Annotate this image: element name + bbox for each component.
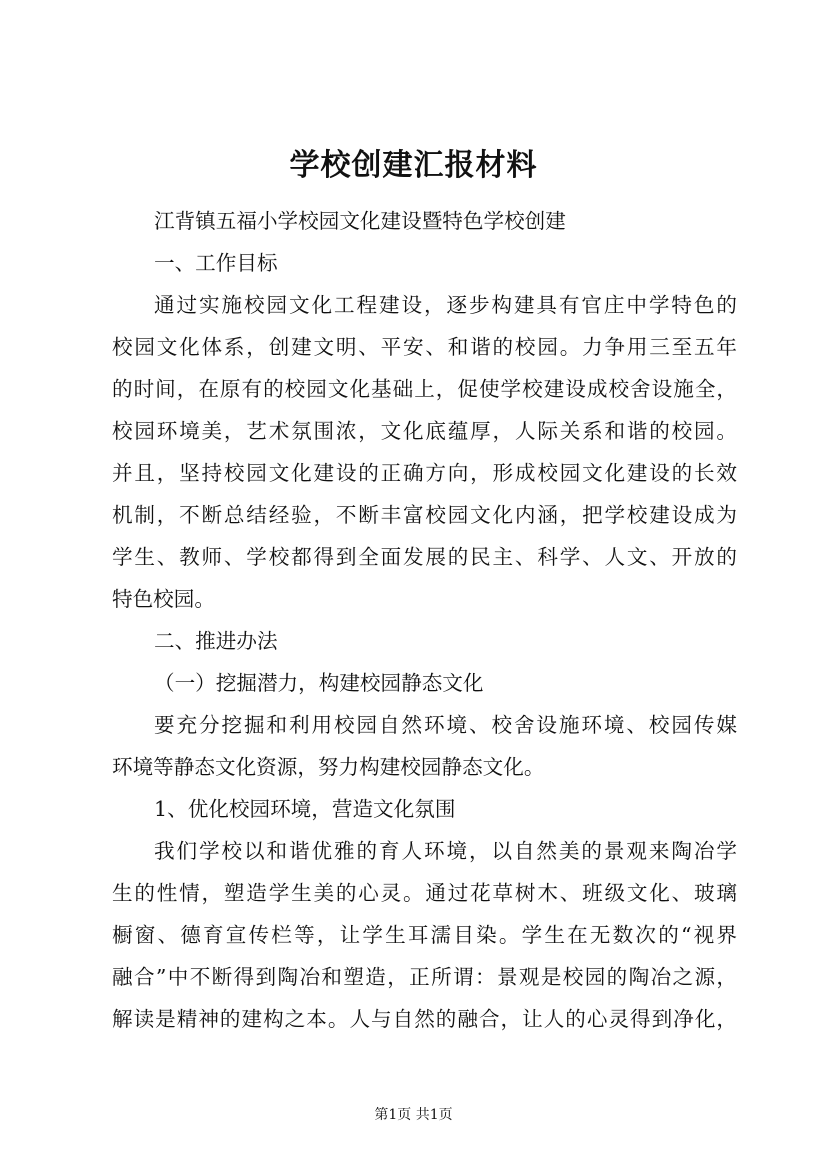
paragraph-line: 生的性情，塑造学生美的心灵。通过花草树木、班级文化、玻璃 (112, 881, 737, 905)
paragraph-line: 校园文化体系，创建文明、平安、和谐的校园。力争用三至五年 (112, 335, 737, 359)
document-body (112, 200, 737, 1040)
paragraph-line: 的时间，在原有的校园文化基础上，促使学校建设成校舍设施全， (112, 377, 737, 401)
paragraph-line: 校园环境美，艺术氛围浓，文化底蕴厚，人际关系和谐的校园。 (112, 419, 737, 443)
page-footer: 第1页 共1页 (374, 1107, 453, 1123)
paragraph-line: 江背镇五福小学校园文化建设暨特色学校创建 (154, 209, 566, 233)
paragraph-line: 一、工作目标 (154, 251, 278, 275)
paragraph-line: 橱窗、德育宣传栏等，让学生耳濡目染。学生在无数次的“视界 (112, 923, 737, 947)
paragraph-line: 解读是精神的建构之本。人与自然的融合，让人的心灵得到净化， (112, 1007, 737, 1031)
paragraph-line: 学生、教师、学校都得到全面发展的民主、科学、人文、开放的 (112, 545, 737, 569)
paragraph-line: 我们学校以和谐优雅的育人环境，以自然美的景观来陶冶学 (154, 839, 737, 863)
paragraph-line: （一）挖掘潜力，构建校园静态文化 (154, 671, 484, 695)
paragraph-line: 机制，不断总结经验，不断丰富校园文化内涵，把学校建设成为 (112, 503, 737, 527)
paragraph-line: 通过实施校园文化工程建设，逐步构建具有官庄中学特色的 (154, 293, 737, 317)
document-title: 学校创建汇报材料 (289, 148, 538, 183)
paragraph-line: 二、推进办法 (154, 629, 278, 653)
paragraph-line: 环境等静态文化资源，努力构建校园静态文化。 (112, 755, 545, 779)
paragraph-line: 1、优化校园环境，营造文化氛围 (154, 797, 456, 821)
paragraph-line: 融合”中不断得到陶冶和塑造，正所谓：景观是校园的陶冶之源， (112, 965, 737, 989)
paragraph-line: 并且，坚持校园文化建设的正确方向，形成校园文化建设的长效 (112, 461, 737, 485)
paragraph-line: 特色校园。 (112, 587, 215, 611)
paragraph-line: 要充分挖掘和利用校园自然环境、校舍设施环境、校园传媒 (154, 713, 737, 737)
